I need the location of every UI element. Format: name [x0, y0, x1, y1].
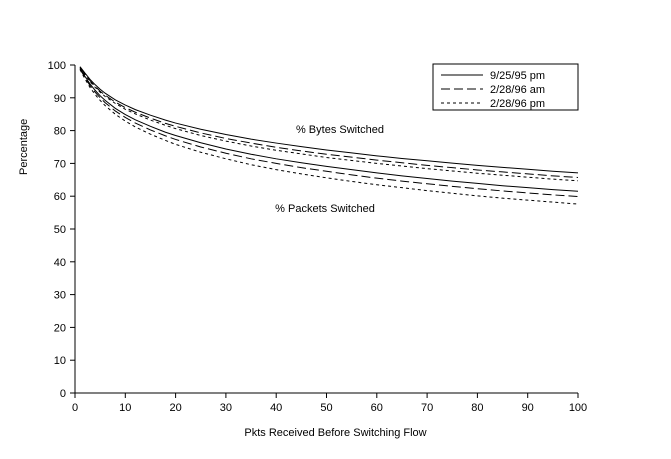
x-tick-label: 60 [370, 402, 383, 414]
y-tick-label: 100 [47, 60, 66, 72]
y-tick-label: 80 [53, 125, 66, 138]
x-tick-label: 30 [219, 402, 233, 414]
legend-label: 2/28/96 pm [490, 98, 546, 110]
y-tick-label: 90 [53, 92, 66, 105]
y-tick-label: 50 [53, 224, 66, 236]
x-tick-label: 40 [270, 402, 283, 414]
y-tick-label: 60 [53, 191, 66, 204]
y-tick-label: 10 [53, 355, 66, 368]
x-tick-label: 50 [320, 402, 333, 414]
annotation-packets-switched: % Packets Switched [275, 203, 375, 215]
y-tick-label: 20 [53, 322, 66, 335]
legend [433, 64, 578, 110]
x-tick-label: 100 [568, 402, 588, 414]
legend-label: 2/28/96 am [490, 84, 546, 96]
y-tick-label: 40 [53, 256, 66, 269]
x-tick-label: 20 [169, 402, 182, 414]
y-tick-label: 30 [53, 289, 66, 302]
x-tick-label: 90 [521, 402, 534, 414]
x-tick-label: 70 [420, 402, 434, 414]
y-tick-label: 70 [53, 158, 66, 171]
legend-label: 9/25/95 pm [490, 70, 546, 82]
x-tick-label: 0 [71, 402, 79, 414]
x-tick-label: 80 [471, 402, 484, 414]
annotation-bytes-switched: % Bytes Switched [295, 124, 385, 136]
x-tick-label: 10 [119, 402, 132, 414]
x-axis-label: Pkts Received Before Switching Flow [244, 427, 427, 439]
y-tick-label: 0 [59, 388, 66, 400]
y-axis-label: Percentage [18, 118, 30, 175]
